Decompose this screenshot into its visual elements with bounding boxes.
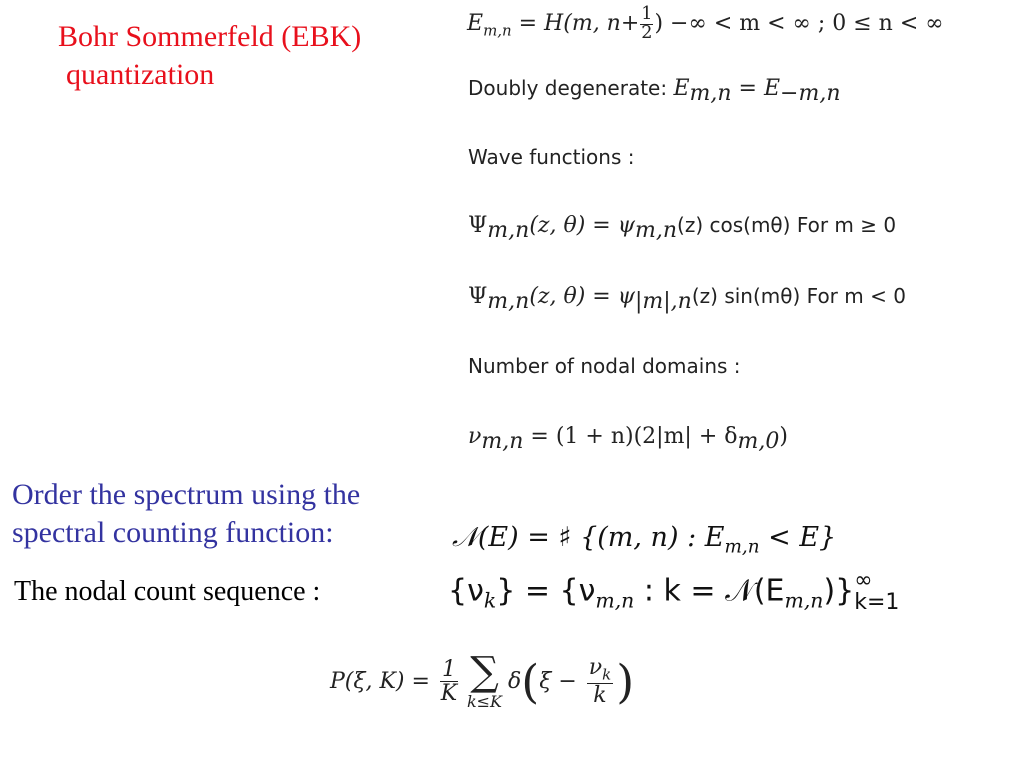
half-fraction: $\frac{1}{2}$	[641, 4, 653, 43]
order-text-line-2: spectral counting function:	[12, 516, 334, 549]
nodal-sequence-equation: $\{\nu_k\} = \{\nu_{m,n}$ : $k = 𝒩(E_{m,n})$} ∞ k=1	[448, 568, 900, 615]
nodal-sequence-label: The nodal count sequence :	[14, 576, 321, 607]
nodal-domains-label: Number of nodal domains :	[468, 354, 741, 378]
title-line-1: Bohr Sommerfeld (EBK)	[58, 20, 362, 53]
nodal-count-equation: $\nu_{m,n} = (1 + n)(2|m| + \delta_{m,0})$	[468, 424, 788, 454]
one-over-k-fraction: $\frac{1}{K}$	[440, 656, 458, 706]
energy-equation: $E_{m,n} = H(m$, n+ $\frac{1}{2}$ ) −∞ < m < ∞ ; 0 ≤ n < ∞	[467, 4, 944, 43]
distribution-equation: P(ξ, K) = $\frac{1}{K}$ ∑ k≤K δ(ξ − $\frac{\nu_k}{k}$ )	[330, 649, 635, 711]
degenerate-label: Doubly degenerate:	[468, 76, 668, 100]
wave-function-positive-m: $\Psi_{m,n}(z$, $\theta) = \psi_{m,n}(z)$ cos(mθ) For m ≥ 0	[468, 213, 897, 243]
wave-function-negative-m: $\Psi_{m,n}(z$, $\theta) = \psi_{|m|,n}(z)$ sin(mθ) For m < 0	[468, 284, 906, 314]
summation: ∑ k≤K	[466, 649, 502, 711]
wave-functions-label: Wave functions :	[468, 145, 635, 169]
counting-function-equation: 𝒩(E) = ♯ {(m, n) : $E_{m,n} < E$}	[452, 522, 837, 558]
title-line-2: quantization	[66, 58, 215, 91]
order-text-line-1: Order the spectrum using the	[12, 478, 361, 511]
nu-over-k-fraction: $\frac{\nu_k}{k}$	[588, 654, 612, 708]
degenerate-line: Doubly degenerate: $E_{m,n} = E_{-m,n}$	[468, 76, 841, 106]
